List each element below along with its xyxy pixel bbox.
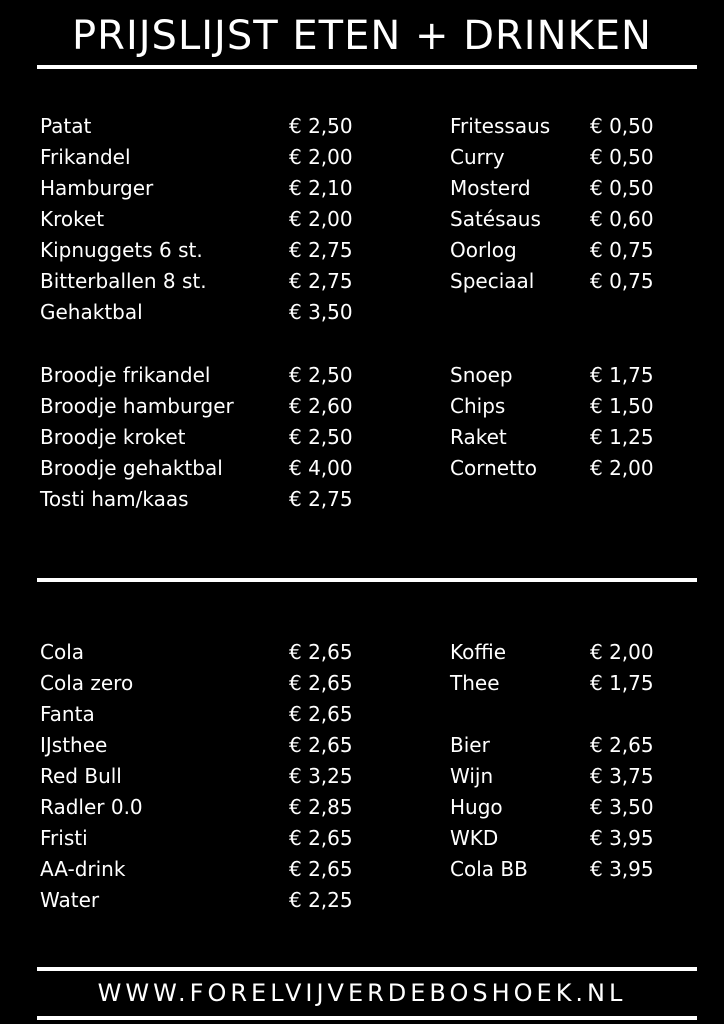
item-price: € 3,95 <box>590 857 654 881</box>
item-name: Hamburger <box>40 176 154 200</box>
item-price: € 3,50 <box>289 300 353 324</box>
item-name: Cornetto <box>450 456 537 480</box>
menu-item <box>40 266 420 297</box>
item-name: Patat <box>40 114 92 138</box>
item-name: Broodje kroket <box>40 425 186 449</box>
item-name: Fristi <box>40 826 88 850</box>
bottom-divider <box>37 1016 697 1020</box>
item-price: € 2,65 <box>289 702 353 726</box>
item-name: Radler 0.0 <box>40 795 143 819</box>
item-price: € 3,25 <box>289 764 353 788</box>
menu-item <box>450 204 690 235</box>
item-name: Fritessaus <box>450 114 551 138</box>
menu-item <box>40 761 420 792</box>
menu-item <box>40 453 420 484</box>
menu-item <box>40 360 420 391</box>
item-price: € 2,75 <box>289 238 353 262</box>
menu-item <box>40 484 420 515</box>
menu-item <box>450 422 690 453</box>
item-price: € 2,65 <box>590 733 654 757</box>
item-name: Red Bull <box>40 764 122 788</box>
item-name: AA-drink <box>40 857 126 881</box>
menu-item <box>40 235 420 266</box>
item-name: Hugo <box>450 795 503 819</box>
item-name: Kipnuggets 6 st. <box>40 238 203 262</box>
item-name: Koffie <box>450 640 506 664</box>
menu-item <box>450 235 690 266</box>
menu-item <box>40 111 420 142</box>
item-name: Curry <box>450 145 505 169</box>
item-price: € 3,95 <box>590 826 654 850</box>
item-price: € 0,50 <box>590 114 654 138</box>
item-name: Fanta <box>40 702 95 726</box>
item-price: € 2,60 <box>289 394 353 418</box>
hot-and-alcohol-drinks-list <box>450 637 690 885</box>
item-name: Snoep <box>450 363 513 387</box>
menu-item <box>40 391 420 422</box>
menu-item <box>40 142 420 173</box>
item-price: € 4,00 <box>289 456 353 480</box>
menu-item <box>40 668 420 699</box>
menu-item <box>450 668 690 699</box>
item-price: € 3,50 <box>590 795 654 819</box>
item-price: € 0,75 <box>590 269 654 293</box>
item-name: Bitterballen 8 st. <box>40 269 207 293</box>
item-price: € 2,75 <box>289 487 353 511</box>
item-price: € 0,75 <box>590 238 654 262</box>
item-name: IJsthee <box>40 733 108 757</box>
website-url: WWW.FORELVIJVERDEBOSHOEK.NL <box>97 979 627 1007</box>
item-price: € 2,25 <box>289 888 353 912</box>
item-price: € 2,50 <box>289 425 353 449</box>
item-name: Wijn <box>450 764 494 788</box>
menu-item <box>40 173 420 204</box>
menu-item <box>450 854 690 885</box>
item-price: € 0,50 <box>590 176 654 200</box>
menu-item <box>40 699 420 730</box>
item-name: Gehaktbal <box>40 300 143 324</box>
item-name: Broodje gehaktbal <box>40 456 223 480</box>
item-price: € 2,65 <box>289 671 353 695</box>
item-name: Raket <box>450 425 507 449</box>
item-price: € 2,65 <box>289 640 353 664</box>
menu-item <box>450 173 690 204</box>
item-price: € 2,50 <box>289 114 353 138</box>
menu-item <box>450 142 690 173</box>
item-name: Bier <box>450 733 490 757</box>
menu-item <box>450 111 690 142</box>
menu-item <box>40 854 420 885</box>
item-price: € 2,50 <box>289 363 353 387</box>
item-name: Broodje frikandel <box>40 363 211 387</box>
page-title: PRIJSLIJST ETEN + DRINKEN <box>72 13 652 59</box>
sandwiches-list <box>40 360 420 515</box>
item-price: € 0,50 <box>590 145 654 169</box>
soft-drinks-list <box>40 637 420 916</box>
treats-list <box>450 360 690 484</box>
menu-item <box>450 823 690 854</box>
top-divider <box>37 65 697 69</box>
item-name: Frikandel <box>40 145 131 169</box>
menu-item <box>450 360 690 391</box>
menu-item <box>40 885 420 916</box>
item-price: € 2,65 <box>289 857 353 881</box>
menu-item <box>40 792 420 823</box>
item-name: WKD <box>450 826 499 850</box>
item-name: Cola <box>40 640 85 664</box>
item-name: Kroket <box>40 207 105 231</box>
item-name: Speciaal <box>450 269 535 293</box>
item-price: € 1,75 <box>590 671 654 695</box>
sauces-list <box>450 111 690 297</box>
menu-item <box>450 730 690 761</box>
item-price: € 0,60 <box>590 207 654 231</box>
item-price: € 2,10 <box>289 176 353 200</box>
menu-item <box>450 792 690 823</box>
menu-item <box>40 823 420 854</box>
item-price: € 2,00 <box>590 640 654 664</box>
menu-item <box>40 730 420 761</box>
item-price: € 2,00 <box>289 207 353 231</box>
item-name: Water <box>40 888 100 912</box>
item-name: Chips <box>450 394 506 418</box>
footer-divider <box>37 967 697 971</box>
item-name: Cola BB <box>450 857 528 881</box>
item-name: Oorlog <box>450 238 517 262</box>
item-price: € 1,50 <box>590 394 654 418</box>
item-price: € 2,00 <box>289 145 353 169</box>
menu-item <box>450 453 690 484</box>
snacks-list <box>40 111 420 328</box>
item-name: Mosterd <box>450 176 531 200</box>
menu-item <box>450 637 690 668</box>
item-price: € 2,00 <box>590 456 654 480</box>
item-price: € 2,85 <box>289 795 353 819</box>
item-name: Cola zero <box>40 671 134 695</box>
item-price: € 1,75 <box>590 363 654 387</box>
menu-item <box>450 391 690 422</box>
item-name: Tosti ham/kaas <box>40 487 189 511</box>
menu-item <box>40 297 420 328</box>
menu-item <box>450 761 690 792</box>
item-price: € 2,65 <box>289 733 353 757</box>
item-name: Satésaus <box>450 207 541 231</box>
section-divider <box>37 578 697 582</box>
item-price: € 1,25 <box>590 425 654 449</box>
item-name: Broodje hamburger <box>40 394 234 418</box>
menu-item <box>40 204 420 235</box>
item-price: € 2,75 <box>289 269 353 293</box>
item-price: € 3,75 <box>590 764 654 788</box>
item-name: Thee <box>450 671 500 695</box>
menu-item <box>450 266 690 297</box>
list-spacer <box>450 699 690 730</box>
menu-item <box>40 422 420 453</box>
item-price: € 2,65 <box>289 826 353 850</box>
menu-item <box>40 637 420 668</box>
